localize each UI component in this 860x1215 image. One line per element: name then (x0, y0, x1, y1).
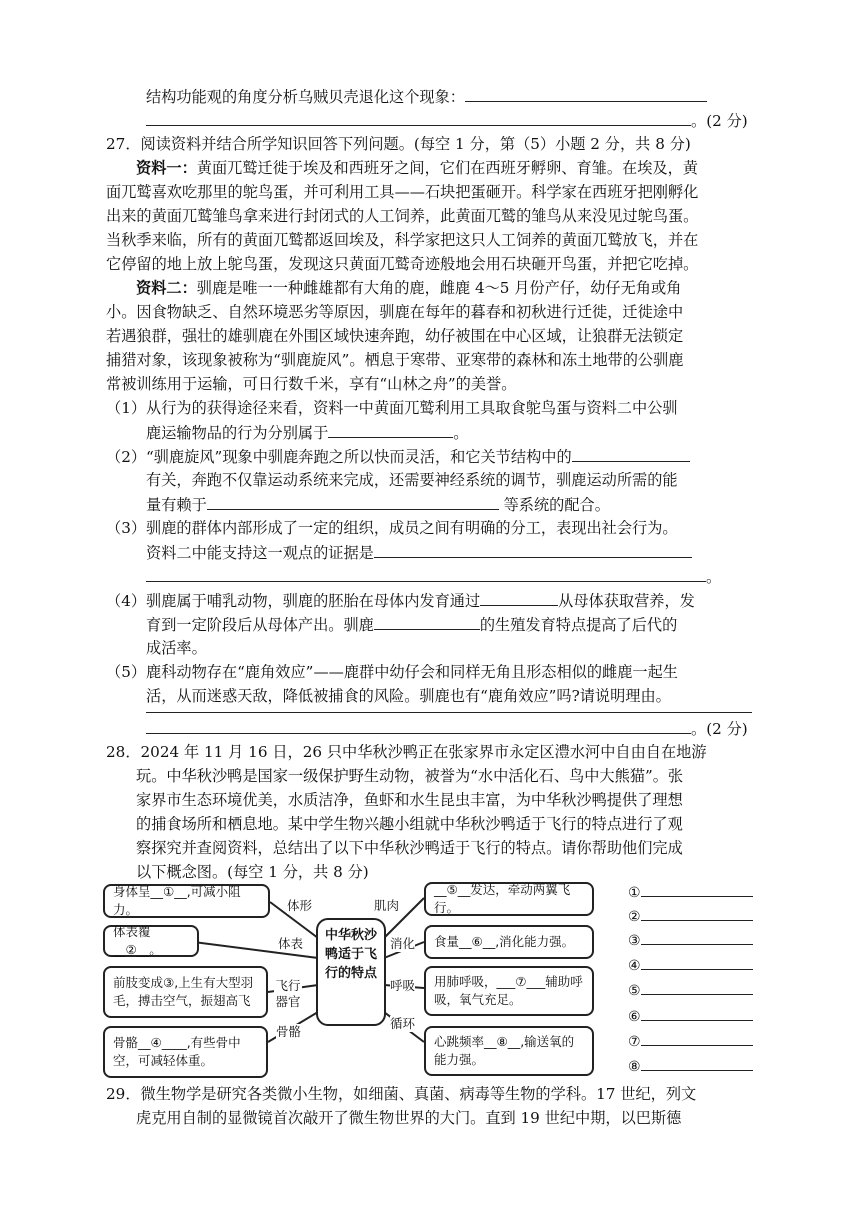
q28-line2: 玩。中华秋沙鸭是国家一级保护野生动物，被誉为“水中活化石、鸟中大熊猫”。张 (136, 767, 684, 785)
q29-line1: 29．微生物学是研究各类微小生物，如细菌、真菌、病毒等生物的学科。17 世纪，列文 (106, 1085, 697, 1103)
concept-label-tixing: 体形 (287, 898, 313, 913)
answer-blank (480, 588, 558, 606)
answer-3: ③ (628, 930, 753, 951)
answer-blank (146, 564, 706, 582)
answer-blank (146, 716, 691, 734)
answer-blank (374, 540, 692, 558)
q27-stem: 27．阅读资料并结合所学知识回答下列问题。(每空 1 分，第（5）小题 2 分，共 8 分) (106, 135, 691, 153)
answer-blank (328, 420, 453, 438)
concept-label-guge: 骨骼 (276, 1024, 302, 1039)
concept-center: 中华秋沙鸭适于飞行的特点 (316, 918, 386, 1026)
material-2-line5: 常被训练用于运输，可日行数千米，享有“山林之舟”的美誉。 (106, 375, 517, 393)
answer-blank (572, 444, 690, 462)
material-2-line3: 若遇狼群，强壮的雄驯鹿在外围区域快速奔跑，幼仔被围在中心区域，让狼群无法锁定 (106, 327, 684, 345)
material-1-line3: 出来的黄面兀鹫雏鸟拿来进行封闭式的人工饲养，此黄面兀鹫的雏鸟从来没见过鸵鸟蛋。 (106, 207, 699, 225)
sub-q1-line2: 鹿运输物品的行为分别属于 。 (146, 420, 468, 445)
sub-q2-line3: 量有赖于 等系统的配合。 (146, 492, 610, 517)
q28-line4: 的捕食场所和栖息地。某中学生物兴趣小组就中华秋沙鸭适于飞行的特点进行了观 (136, 815, 683, 833)
concept-box-circulation: 心跳频率__⑧__,输送氧的能力强。 (424, 1026, 594, 1076)
material-2-line1: 资料二：驯鹿是唯一一种雌雄都有大角的鹿，雌鹿 4～5 月份产仔，幼仔无角或角 (136, 279, 682, 297)
sub-q3-line2: 资料二中能支持这一观点的证据是 (146, 540, 692, 565)
material-1-label: 资料一： (136, 159, 197, 177)
concept-label-jirou: 肌肉 (374, 898, 400, 913)
answer-blank (374, 612, 480, 630)
concept-box-body-shape: 身体呈__①__,可减小阻力。 (103, 884, 270, 918)
material-1-line5: 它停留的地上放上鸵鸟蛋，发现这只黄面兀鹫奇迹般地会用石块砸开鸟蛋，并把它吃掉。 (106, 255, 699, 273)
answer-4: ④ (628, 955, 753, 976)
answer-1: ① (628, 882, 753, 903)
sub-q5-line2: 活，从而迷惑天敌，降低被捕食的风险。驯鹿也有“鹿角效应”吗?请说明理由。 (146, 687, 671, 705)
material-1-line1: 资料一：黄面兀鹫迁徙于埃及和西班牙之间，它们在西班牙孵卵、育雏。在埃及，黄 (136, 159, 698, 177)
material-1-line4: 当秋季来临，所有的黄面兀鹫都返回埃及，科学家把这只人工饲养的黄面兀鹫放飞，并在 (106, 231, 699, 249)
sub-q5-line4: 。(2 分) (146, 716, 748, 741)
material-1-line2: 面兀鹫喜欢吃那里的鸵鸟蛋，并可利用工具——石块把蛋砸开。科学家在西班牙把刚孵化 (106, 183, 699, 201)
answer-blank (207, 492, 499, 510)
q26-line1 (146, 84, 707, 109)
concept-label-feixing: 飞行器官 (275, 978, 301, 1009)
answer-blank (641, 955, 753, 970)
concept-box-flight-organ: 前肢变成③,上生有大型羽毛，搏击空气，振翅高飞 (103, 966, 268, 1018)
sub-q4-line3: 成活率。 (146, 639, 207, 657)
answer-blank (641, 1031, 753, 1046)
sub-q4-line1: （4）驯鹿属于哺乳动物，驯鹿的胚胎在母体内发育通过 从母体获取营养，发 (106, 588, 695, 613)
answer-blank (641, 1006, 753, 1021)
sub-q1-line1: （1）从行为的获得途径来看，资料一中黄面兀鹫利用工具取食鸵鸟蛋与资料二中公驯 (106, 399, 678, 417)
q26-text: 结构功能观的角度分析乌贼贝壳退化这个现象： (146, 88, 465, 106)
concept-box-body-surface: 体表覆__②__。 (103, 925, 199, 957)
material-2-line4: 捕猎对象，该现象被称为“驯鹿旋风”。栖息于寒带、亚寒带的森林和冻土地带的公驯鹿 (106, 351, 684, 369)
answer-8: ⑧ (628, 1056, 753, 1077)
score-note: 。(2 分) (691, 112, 748, 130)
concept-box-respiration: 用肺呼吸，___⑦___辅助呼吸，氧气充足。 (424, 966, 594, 1016)
q28-line6: 以下概念图。(每空 1 分，共 8 分) (136, 863, 369, 881)
sub-q5-line1: （5）鹿科动物存在“鹿角效应”——鹿群中幼仔会和同样无角且形态相似的雌鹿一起生 (106, 663, 678, 681)
sub-q4-line2: 育到一定阶段后从母体产出。驯鹿 的生殖发育特点提高了后代的 (146, 612, 677, 637)
q26-line2 (146, 108, 748, 133)
answer-blank (641, 930, 753, 945)
q29-line2: 虎克用自制的显微镜首次敲开了微生物世界的大门。直到 19 世纪中期，以巴斯德 (136, 1109, 682, 1127)
concept-label-xunhuan: 循环 (390, 1016, 416, 1031)
answer-line (146, 712, 752, 713)
q28-line1: 28．2024 年 11 月 16 日，26 只中华秋沙鸭正在张家界市永定区澧水河中自由自在地游 (106, 743, 707, 761)
answer-blank (146, 108, 691, 126)
concept-label-tibiao: 体表 (278, 936, 304, 951)
answer-6: ⑥ (628, 1006, 753, 1027)
concept-box-skeleton: 骨骼__④____,有些骨中空，可减轻体重。 (103, 1026, 268, 1078)
concept-box-muscle: __⑤__发达，牵动两翼飞行。 (424, 882, 594, 916)
answer-blank (641, 906, 753, 921)
sub-q3-line3: 。 (146, 564, 721, 589)
sub-q2-line1: （2）“驯鹿旋风”现象中驯鹿奔跑之所以快而灵活，和它关节结构中的 (106, 444, 690, 469)
answer-5: ⑤ (628, 980, 753, 1001)
concept-label-xiaohua: 消化 (390, 936, 416, 951)
answer-7: ⑦ (628, 1031, 753, 1052)
concept-box-digestion: 食量__⑥__,消化能力强。 (424, 925, 594, 959)
material-2-line2: 小。因食物缺乏、自然环境恶劣等原因，驯鹿在每年的暮春和初秋进行迁徙，迁徙途中 (106, 303, 684, 321)
material-2-label: 资料二： (136, 279, 197, 297)
q28-line5: 察探究并查阅资料，总结出了以下中华秋沙鸭适于飞行的特点。请你帮助他们完成 (136, 839, 683, 857)
answer-2: ② (628, 906, 753, 927)
sub-q3-line1: （3）驯鹿的群体内部形成了一定的组织，成员之间有明确的分工，表现出社会行为。 (106, 519, 678, 537)
answer-blank (641, 1056, 753, 1071)
answer-blank (641, 980, 753, 995)
sub-q2-line2: 有关，奔跑不仅靠运动系统来完成，还需要神经系统的调节，驯鹿运动所需的能 (146, 471, 678, 489)
answer-blank (641, 882, 753, 897)
concept-label-huxi: 呼吸 (390, 978, 416, 993)
q28-line3: 家界市生态环境优美，水质洁净，鱼虾和水生昆虫丰富，为中华秋沙鸭提供了理想 (136, 791, 683, 809)
answer-blank (465, 84, 707, 102)
